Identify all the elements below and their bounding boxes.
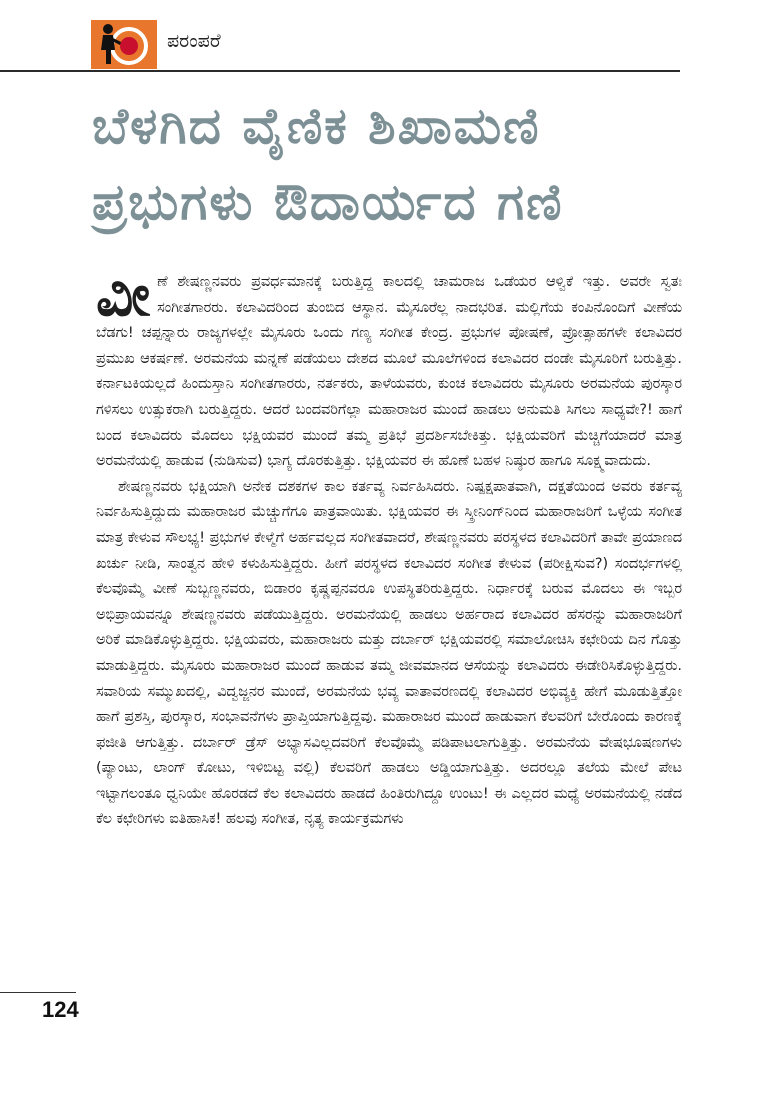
header-divider <box>0 70 680 72</box>
paragraph-2: ಶೇಷಣ್ಣನವರು ಭಕ್ಷಿಯಾಗಿ ಅನೇಕ ದಶಕಗಳ ಕಾಲ ಕರ್ತವ್ಯ ನಿರ್ವಹಿಸಿದರು. ನಿಷ್ಪಕ್ಷಪಾತವಾಗಿ, ದಕ್ಷತೆಯಿಂದ ಅವರು ಕರ್ತವ್ಯ ನಿರ್ವಹಿಸುತ್ತಿದ್ದುದು ಮಹಾರಾಜರ ಮೆಚ್ಚುಗೆಗೂ ಪಾತ್ರವಾಯಿತು. ಭಕ್ಷಿಯವರ ಈ ಸ್ಕ್ರೀನಿಂಗ್‌ನಿಂದ ಮಹಾರಾಜರಿಗೆ ಒಳ್ಳೆಯ ಸಂಗೀತ ಮಾತ್ರ ಕೇಳುವ ಸೌಲಭ್ಯ! ಪ್ರಭುಗಳ ಕೇಳ್ಮೆಗೆ ಅರ್ಹವಲ್ಲದ ಸಂಗೀತವಾದರೆ, ಶೇಷಣ್ಣನವರು ಪರಸ್ಥಳದ ಕಲಾವಿದರಿಗೆ ತಾವೇ ಪ್ರಯಾಣದ ಖರ್ಚು ನೀಡಿ, ಸಾಂತ್ವನ ಹೇಳಿ ಕಳುಹಿಸುತ್ತಿದ್ದರು. ಹೀಗೆ ಪರಸ್ಥಳದ ಕಲಾವಿದರ ಸಂಗೀತ ಕೇಳುವ (ಪರೀಕ್ಷಿಸುವ?) ಸಂದರ್ಭಗಳಲ್ಲಿ ಕೆಲವೊಮ್ಮೆ ವೀಣೆ ಸುಬ್ಬಣ್ಣನವರು, ಬಿಡಾರಂ ಕೃಷ್ಣಪ್ಪನವರೂ ಉಪಸ್ಥಿತರಿರುತ್ತಿದ್ದರು. ನಿರ್ಧಾರಕ್ಕೆ ಬರುವ ಮೊದಲು ಈ ಇಬ್ಬರ ಅಭಿಪ್ರಾಯವನ್ನೂ ಶೇಷಣ್ಣನವರು ಪಡೆಯುತ್ತಿದ್ದರು. ಅರಮನೆಯಲ್ಲಿ ಹಾಡಲು ಅರ್ಹರಾದ ಕಲಾವಿದರ ಹೆಸರನ್ನು ಮಹಾರಾಜರಿಗೆ ಅರಿಕೆ ಮಾಡಿಕೊಳ್ಳುತ್ತಿದ್ದರು. ಭಕ್ಷಿಯವರು, ಮಹಾರಾಜರು ಮತ್ತು ದರ್ಬಾರ್ ಭಕ್ಷಿಯವರಲ್ಲಿ ಸಮಾಲೋಚಿಸಿ ಕಛೇರಿಯ ದಿನ ಗೊತ್ತು ಮಾಡುತ್ತಿದ್ದರು. ಮೈಸೂರು ಮಹಾರಾಜರ ಮುಂದೆ ಹಾಡುವ ತಮ್ಮ ಜೀವಮಾನದ ಆಸೆಯನ್ನು ಕಲಾವಿದರು ಈಡೇರಿಸಿಕೊಳ್ಳುತ್ತಿದ್ದರು. ಸವಾರಿಯ ಸಮ್ಮುಖದಲ್ಲಿ, ವಿದ್ವಜ್ಜನರ ಮುಂದೆ, ಅರಮನೆಯ ಭವ್ಯ ವಾತಾವರಣದಲ್ಲಿ ಕಲಾವಿದರ ಅಭಿವ್ಯಕ್ತಿ ಹೇಗೆ ಮೂಡುತ್ತಿತ್ತೋ ಹಾಗೆ ಪ್ರಶಸ್ತಿ, ಪುರಸ್ಕಾರ, ಸಂಭಾವನೆಗಳು ಪ್ರಾಪ್ತಿಯಾಗುತ್ತಿದ್ದವು. ಮಹಾರಾಜರ ಮುಂದೆ ಹಾಡುವಾಗ ಕೆಲವರಿಗೆ ಬೇರೊಂದು ಕಾರಣಕ್ಕೆ ಫಜೀತಿ ಆಗುತ್ತಿತ್ತು. ದರ್ಬಾರ್ ಡ್ರೆಸ್ ಅಭ್ಯಾಸವಿಲ್ಲದವರಿಗೆ ಕೆಲವೊಮ್ಮೆ ಪಡಿಪಾಟಲಾಗುತ್ತಿತ್ತು. ಅರಮನೆಯ ವೇಷಭೂಷಣಗಳು (ಪ್ಯಾಂಟು, ಲಾಂಗ್ ಕೋಟು, ಇಳಿಬಿಟ್ಟ ವಲ್ಲಿ) ಕೆಲವರಿಗೆ ಹಾಡಲು ಅಡ್ಡಿಯಾಗುತ್ತಿತ್ತು. ಅದರಲ್ಲೂ ತಲೆಯ ಮೇಲೆ ಪೇಟ ಇಟ್ಟಾಗಲಂತೂ ಧ್ವನಿಯೇ ಹೊರಡದೆ ಕೆಲ ಕಲಾವಿದರು ಹಾಡದೆ ಹಿಂತಿರುಗಿದ್ದೂ ಉಂಟು! ಈ ಎಲ್ಲದರ ಮಧ್ಯೆ ಅರಮನೆಯಲ್ಲಿ ನಡೆದ ಕೆಲ ಕಛೇರಿಗಳು ಐತಿಹಾಸಿಕ! ಹಲವು ಸಂಗೀತ, ನೃತ್ಯ ಕಾರ್ಯಕ್ರಮಗಳು <box>96 478 682 828</box>
footer-divider <box>0 992 76 993</box>
dancer-logo-icon <box>91 20 157 69</box>
title-line-2: ಪ್ರಭುಗಳು ಔದಾರ್ಯದ ಗಣಿ <box>92 173 564 231</box>
title-line-1: ಬೆಳಗಿದ ವೈಣಿಕ ಶಿಖಾಮಣಿ <box>92 97 541 155</box>
page-number: 124 <box>42 997 79 1022</box>
paragraph-1-text: ಣೆ ಶೇಷಣ್ಣನವರು ಪ್ರವರ್ಧಮಾನಕ್ಕೆ ಬರುತ್ತಿದ್ದ ಕಾಲದಲ್ಲಿ ಚಾಮರಾಜ ಒಡೆಯರ ಆಳ್ವಿಕೆ ಇತ್ತು. ಅವರೇ ಸ್ವತಃ ಸಂಗೀತಗಾರರು. ಕಲಾವಿದರಿಂದ ತುಂಬಿದ ಆಸ್ಥಾನ. ಮೈಸೂರೆಲ್ಲ ನಾದಭರಿತ. ಮಲ್ಲಿಗೆಯ ಕಂಪಿನೊಂದಿಗೆ ವೀಣೆಯ ಬೆಡಗು! ಚಪ್ಪನ್ನಾರು ರಾಜ್ಯಗಳಲ್ಲೇ ಮೈಸೂರು ಒಂದು ಗಣ್ಯ ಸಂಗೀತ ಕೇಂದ್ರ. ಪ್ರಭುಗಳ ಪೋಷಣೆ, ಪ್ರೋತ್ಸಾಹಗಳೇ ಕಲಾವಿದರ ಪ್ರಮುಖ ಆಕರ್ಷಣೆ. ಅರಮನೆಯ ಮನ್ನಣೆ ಪಡೆಯಲು ದೇಶದ ಮೂಲೆ ಮೂಲೆಗಳಿಂದ ಕಲಾವಿದರ ದಂಡೇ ಮೈಸೂರಿಗೆ ಬರುತ್ತಿತ್ತು. ಕರ್ನಾಟಕಿಯಲ್ಲದೆ ಹಿಂದುಸ್ತಾನಿ ಸಂಗೀತಗಾರರು, ನರ್ತಕರು, ತಾಳೆಯವರು, ಕುಂಚ ಕಲಾವಿದರು ಮೈಸೂರು ಅರಮನೆಯ ಪುರಸ್ಕಾರ ಗಳಿಸಲು ಉತ್ಸುಕರಾಗಿ ಬರುತ್ತಿದ್ದರು. ಆದರೆ ಬಂದವರಿಗೆಲ್ಲಾ ಮಹಾರಾಜರ ಮುಂದೆ ಹಾಡಲು ಅನುಮತಿ ಸಿಗಲು ಸಾಧ್ಯವೇ?! ಹಾಗೆ ಬಂದ ಕಲಾವಿದರು ಮೊದಲು ಭಕ್ಷಿಯವರ ಮುಂದೆ ತಮ್ಮ ಪ್ರತಿಭೆ ಪ್ರದರ್ಶಿಸಬೇಕಿತ್ತು. ಭಕ್ಷಿಯವರಿಗೆ ಮೆಚ್ಚಿಗೆಯಾದರೆ ಮಾತ್ರ ಅರಮನೆಯಲ್ಲಿ ಹಾಡುವ (ನುಡಿಸುವ) ಭಾಗ್ಯ ದೊರಕುತ್ತಿತ್ತು. ಭಕ್ಷಿಯವರ ಈ ಹೊಣೆ ಬಹಳ ನಿಷ್ಠುರ ಹಾಗೂ ಸೂಕ್ಷ್ಮವಾದುದು. <box>96 274 682 470</box>
section-label: ಪರಂಪರೆ <box>167 30 221 52</box>
article-title <box>92 88 692 240</box>
drop-cap: ವೀ <box>96 261 151 329</box>
article-body <box>96 261 682 833</box>
paragraph-1 <box>96 261 682 475</box>
